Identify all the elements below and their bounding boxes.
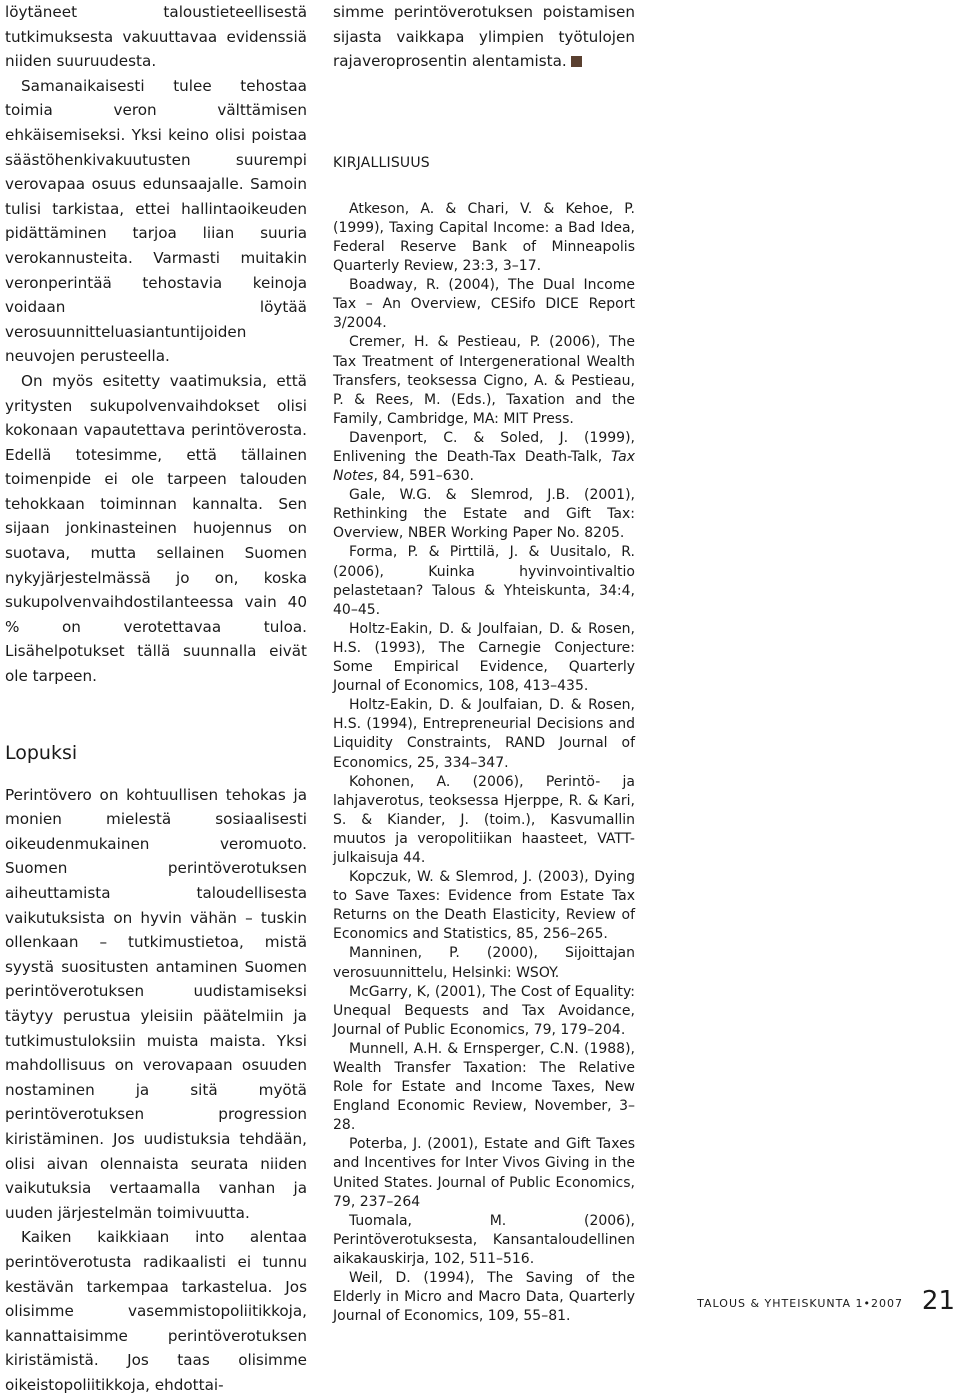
reference-item: Forma, P. & Pirttilä, J. & Uusitalo, R. (2006), Kuinka hyvinvointivaltio pelastetaan? Talous & Yhteiskunta, 34:4, 40–45. <box>333 544 635 618</box>
reference-item: Munnell, A.H. & Ernsperger, C.N. (1988), Wealth Transfer Taxation: The Relative Role for Estate and Income Taxes, New England Economic Review, November, 3–28. <box>333 1040 635 1134</box>
reference-text: Davenport, C. & Soled, J. (1999), Enlivening the Death-Tax Death-Talk, <box>333 429 635 465</box>
reference-item: Holtz-Eakin, D. & Joulfaian, D. & Rosen, H.S. (1993), The Carnegie Conjecture: Some Empirical Evidence, Quarterly Journal of Economics, 108, 413–435. <box>333 620 635 695</box>
references-heading: KIRJALLISUUS <box>333 154 430 171</box>
left-column <box>5 0 307 1397</box>
reference-item: Holtz-Eakin, D. & Joulfaian, D. & Rosen, H.S. (1994), Entrepreneurial Decisions and Liquidity Constraints, RAND Journal of Economics, 25, 334–347. <box>333 697 635 771</box>
reference-item: Weil, D. (1994), The Saving of the Elderly in Micro and Macro Data, Quarterly Journal of Economics, 109, 55–81. <box>333 1270 635 1325</box>
magazine-name: TALOUS & YHTEISKUNTA 1•2007 <box>697 1297 903 1310</box>
page-number: 21 <box>921 1286 955 1316</box>
paragraph: On myös esitetty vaatimuksia, että yritysten sukupolvenvaihdokset olisi kokonaan vapautettava perintöverosta. Edellä totesimme, että tällainen toimenpide ei ole tarpeen talouden tehokkaan toiminnan kannalta. Sen sijaan jonkinasteinen huojennus on suotava, mutta sellainen Suomen nykyjärjestelmässä jo on, koska sukupolvenvaihdostilanteessa vain 40 % on verotettavaa tuloa. Lisähelpotukset tällä suunnalla eivät ole tarpeen. <box>5 371 307 686</box>
end-of-article-mark <box>571 56 582 67</box>
reference-item: Boadway, R. (2004), The Dual Income Tax – An Overview, CESifo DICE Report 3/2004. <box>333 277 635 332</box>
page-footer <box>697 1286 955 1316</box>
paragraph-text: simme perintöverotuksen poistamisen sijasta vaikkapa ylimpien työtulojen rajaveroprosentin alentamista. <box>333 3 635 71</box>
reference-item: Kohonen, A. (2006), Perintö- ja lahjaverotus, teoksessa Hjerppe, R. & Kari, S. & Kiander, J. (toim.), Kasvumallin muutos ja veropolitiikan haasteet, VATT-julkaisuja 44. <box>333 773 635 866</box>
right-column <box>333 0 635 1326</box>
paragraph: Kaiken kaikkiaan into alentaa perintöverotusta radikaalisti ei tunnu kestävän tarkempaa tarkastelua. Jos olisimme vasemmistopoliitikkoja, kannattaisimme perintöverotuksen kiristämistä. Jos taas olisimme oikeistopoliitikkoja, ehdottai- <box>5 1228 307 1394</box>
paragraph: Samanaikaisesti tulee tehostaa toimia veron välttämisen ehkäisemiseksi. Yksi keino olisi poistaa säästöhenkivakuutusten suurempi verovapaa osuus edunsaajalle. Samoin tulisi tarkistaa, ettei hallintaoikeuden pidättäminen tarjoa liian suuria verokannusteita. Varmasti muitakin veronperintää tehostavia keinoja voidaan löytää verosuunnitteluasiantuntijoiden neuvojen perusteella. <box>5 76 307 366</box>
reference-list <box>333 200 635 1327</box>
reference-item <box>333 429 635 486</box>
reference-item: Atkeson, A. & Chari, V. & Kehoe, P. (1999), Taxing Capital Income: a Bad Idea, Federal Reserve Bank of Minneapolis Quarterly Review, 23:3, 3–17. <box>333 200 635 275</box>
reference-item: Manninen, P. (2000), Sijoittajan verosuunnittelu, Helsinki: WSOY. <box>333 945 635 981</box>
reference-item: Tuomala, M. (2006), Perintöverotuksesta, Kansantaloudellinen aikakauskirja, 102, 511–516. <box>333 1212 635 1267</box>
reference-journal: Tax Notes <box>333 449 635 485</box>
reference-item: Gale, W.G. & Slemrod, J.B. (2001), Rethinking the Estate and Gift Tax: Overview, NBER Working Paper No. 8205. <box>333 487 635 542</box>
reference-item: Kopczuk, W. & Slemrod, J. (2003), Dying to Save Taxes: Evidence from Estate Tax Returns on the Death Elasticity, Review of Economics and Statistics, 85, 256–265. <box>333 869 635 943</box>
paragraph <box>333 0 635 74</box>
section-heading: Lopuksi <box>5 741 78 764</box>
reference-item: Cremer, H. & Pestieau, P. (2006), The Tax Treatment of Intergenerational Wealth Transfers, teoksessa Cigno, A. & Pestieau, P. & Rees, M. (Eds.), Taxation and the Family, Cambridge, MA: MIT Press. <box>333 334 635 427</box>
reference-text: , 84, 591–630. <box>373 468 474 485</box>
reference-item: Poterba, J. (2001), Estate and Gift Taxes and Incentives for Inter Vivos Giving in the United States. Journal of Public Economics, 79, 237–264 <box>333 1136 635 1210</box>
reference-item: McGarry, K, (2001), The Cost of Equality: Unequal Bequests and Tax Avoidance, Journal of Public Economics, 79, 179–204. <box>333 983 635 1038</box>
paragraph: Perintövero on kohtuullisen tehokas ja monien mielestä sosiaalisesti oikeudenmukainen veromuoto. Suomen perintöverotuksen aiheuttamista taloudellisesta vaikutuksista on hyvin vähän – tuskin ollenkaan – tutkimustietoa, mistä syystä suositusten antaminen Suomen perintöverotuksen uudistamiseksi täytyy perustua yleisiin päätelmiin ja tutkimustuloksiin muista maista. Yksi mahdollisuus on verovapaan osuuden nostaminen ja sitä myötä perintöverotuksen progression kiristäminen. Jos uudistuksia tehdään, olisi aivan olennaista seurata niiden vaikutuksia vertaamalla vanhan ja uuden järjestelmän toimivuutta. <box>5 785 307 1222</box>
paragraph: löytäneet taloustieteellisestä tutkimuksesta vakuuttavaa evidenssiä niiden suuruudesta. <box>5 3 307 71</box>
